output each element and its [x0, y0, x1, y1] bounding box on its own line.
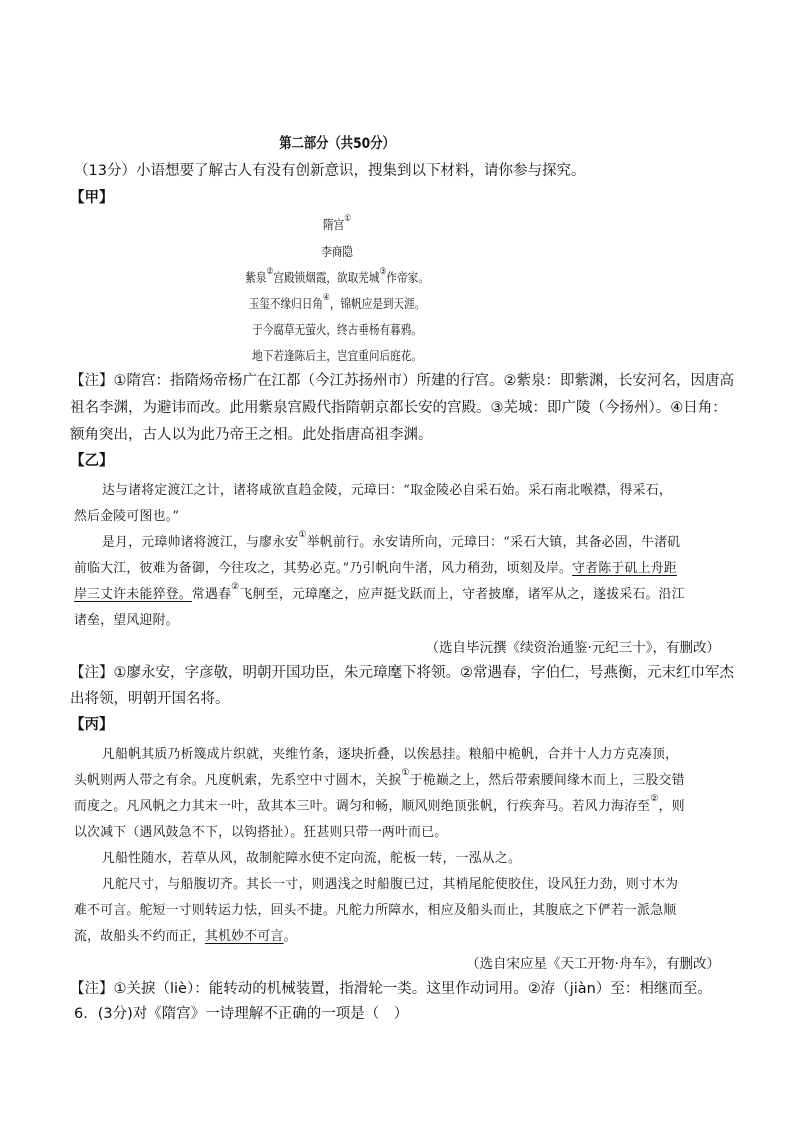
label-yi: 【乙】: [70, 453, 114, 469]
bing-source: （选自宋应星《天工开物·舟车》，有删改）: [465, 956, 720, 972]
bing-p1-line-4: 以次减下（遇风鼓急不下，以钩搭扯）。狂甚则只带一两叶而已。: [74, 825, 448, 840]
poem-line-2-mark: ④: [323, 293, 330, 303]
section-title: 第二部分（共50分）: [279, 136, 395, 152]
yi-p2-line-3-a: 常遇春: [191, 587, 232, 602]
yi-p1-line-2: 然后金陵可图也。”: [74, 509, 180, 524]
yi-p2-line-1-b: 举帆前行。永安请所向，元璋曰：“采石大镇，其备必固，牛渚矶: [306, 535, 681, 550]
bing-p1-line-3-a: 而度之。凡风帆之力其末一叶，敌其本三叶。调匀和畅，顺风则绝顶张帆，行疾奔马。若风力海洊至: [74, 799, 651, 814]
bing-p1-line-3-b: ，则: [658, 799, 685, 814]
poem-line-3: 于今腐草无萤火，终古垂杨有暮鸦。: [252, 322, 422, 337]
poem-line-1-c: 作帝家。: [386, 270, 429, 285]
poem-line-1-a: 紫泉: [245, 270, 267, 285]
yi-note-line-2: 出将领，明朝开国名将。: [70, 691, 230, 707]
bing-p3-line-1: 凡舵尺寸，与船腹切齐。其长一寸，则遇浅之时船腹已过，其梢尾舵使胶住，设风狂力劲，则寸木为: [102, 877, 679, 892]
yi-source: （选自毕沅撰《续资治通鉴·元纪三十》，有删改）: [425, 640, 720, 656]
poem-line-1-b: 宫殿锁烟霞，欲取芜城: [273, 270, 380, 285]
bing-p1-line-2-mark: ①: [401, 768, 410, 778]
bing-underlined-sentence: 其机妙不可言: [204, 929, 284, 944]
bing-p1-line-2: [74, 769, 685, 788]
poem-line-4: 地下若逢陈后主，岂宜重问后庭花。: [252, 348, 422, 363]
yi-p2-line-2-a: 前临大江，彼难为备御，今往攻之，其势必克。”乃引帆向牛渚，风力稍劲，顷刻及岸。: [74, 561, 573, 576]
bing-p1-line-3-mark: ②: [650, 794, 659, 804]
label-bing: 【丙】: [70, 717, 114, 733]
bing-p3-line-2: 难不可言。舵短一寸则转运力怯，回头不捷。凡舵力所障水，相应及船头而止，其腹底之下俨若一派急顺: [74, 903, 677, 918]
poem-author: 李商隐: [321, 244, 353, 259]
poem-title-mark: ①: [344, 214, 352, 224]
yi-underlined-sentence-part-2: 岸三丈许未能猝登。: [74, 587, 192, 602]
poem-title: [0, 215, 674, 233]
poem-line-1: [0, 268, 674, 286]
bing-p1-line-3: [74, 795, 685, 814]
intro-text: （13分）小语想要了解古人有没有创新意识，搜集到以下材料，请你参与探究。: [74, 163, 586, 179]
yi-p2-line-3-mark: ②: [231, 582, 240, 592]
yi-underlined-sentence-part-1: 守者陈于矶上舟距: [572, 561, 677, 576]
poem-line-2-b: ，锦帆应是到天涯。: [329, 296, 426, 311]
bing-p1-line-2-b: 于桅巅之上，然后带索腰间缘木而上，三股交错: [409, 773, 685, 788]
label-jia: 【甲】: [70, 190, 114, 206]
bing-p1-line-1: 凡船帆其质乃析篾成片织就，夹维竹条，逐块折叠，以俟悬挂。粮船中桅帆，合并十人力方克凑顶，: [102, 747, 679, 762]
jia-note-line-1: 【注】①隋宫：指隋炀帝杨广在江都（今江苏扬州市）所建的行宫。②紫泉：即紫渊，长安河名，因唐高: [70, 373, 734, 389]
yi-p1-line-1: 达与诸将定渡江之计，诸将咸欲直趋金陵，元璋曰：“取金陵必自采石始。采石南北喉襟，得采石，: [102, 483, 673, 498]
bing-p3-line-3-a: 流，故船头不约而正，: [74, 929, 205, 944]
yi-p2-line-1-mark: ①: [298, 530, 307, 540]
yi-p2-line-4: 诸垒，望风迎附。: [74, 613, 179, 628]
yi-p2-line-3: [74, 583, 685, 602]
yi-p2-line-2: [74, 557, 677, 576]
jia-note-line-2: 祖名李渊，为避讳而改。此用紫泉宫殿代指隋朝京都长安的宫殿。③芜城：即广陵（今扬州）。④日角：: [70, 400, 727, 416]
poem-line-1-mark-a: ②: [266, 267, 274, 277]
poem-title-text: 隋宫: [323, 217, 345, 232]
yi-p2-line-1-a: 是月，元璋帅诸将渡江，与廖永安: [102, 535, 299, 550]
yi-note-line-1: 【注】①廖永安，字彦敬，明朝开国功臣，朱元璋麾下将领。②常遇春，字伯仁，号燕衡，元末红巾军杰: [70, 665, 734, 681]
poem-line-2: [0, 294, 674, 312]
bing-p2: 凡船性随水，若草从风，故制舵障水使不定向流，舵板一转，一泓从之。: [102, 851, 522, 866]
bing-p3-line-3-b: 。: [283, 929, 297, 944]
poem-line-2-a: 玉玺不缘归日角: [248, 296, 324, 311]
yi-p2-line-1: [102, 531, 680, 550]
yi-p2-line-3-b: 飞舸至，元璋麾之，应声挺戈跃而上，守者披靡，诸军从之，遂拔采石。沿江: [239, 587, 685, 602]
question-6: 6．(3分)对《隋宫》一诗理解不正确的一项是（ ）: [74, 1006, 409, 1022]
bing-p3-line-3: [74, 925, 297, 944]
poem-line-1-mark-b: ③: [379, 267, 387, 277]
jia-note-line-3: 额角突出，古人以为此乃帝王之相。此处指唐高祖李渊。: [70, 427, 433, 443]
bing-p1-line-2-a: 头帆则两人带之有余。凡度帆索，先系空中寸圆木，关捩: [74, 773, 402, 788]
bing-note: 【注】①关捩（liè）：能转动的机械装置，指滑轮一类。这里作动词用。②洊（jiàn）至：相继而至。: [70, 981, 712, 997]
